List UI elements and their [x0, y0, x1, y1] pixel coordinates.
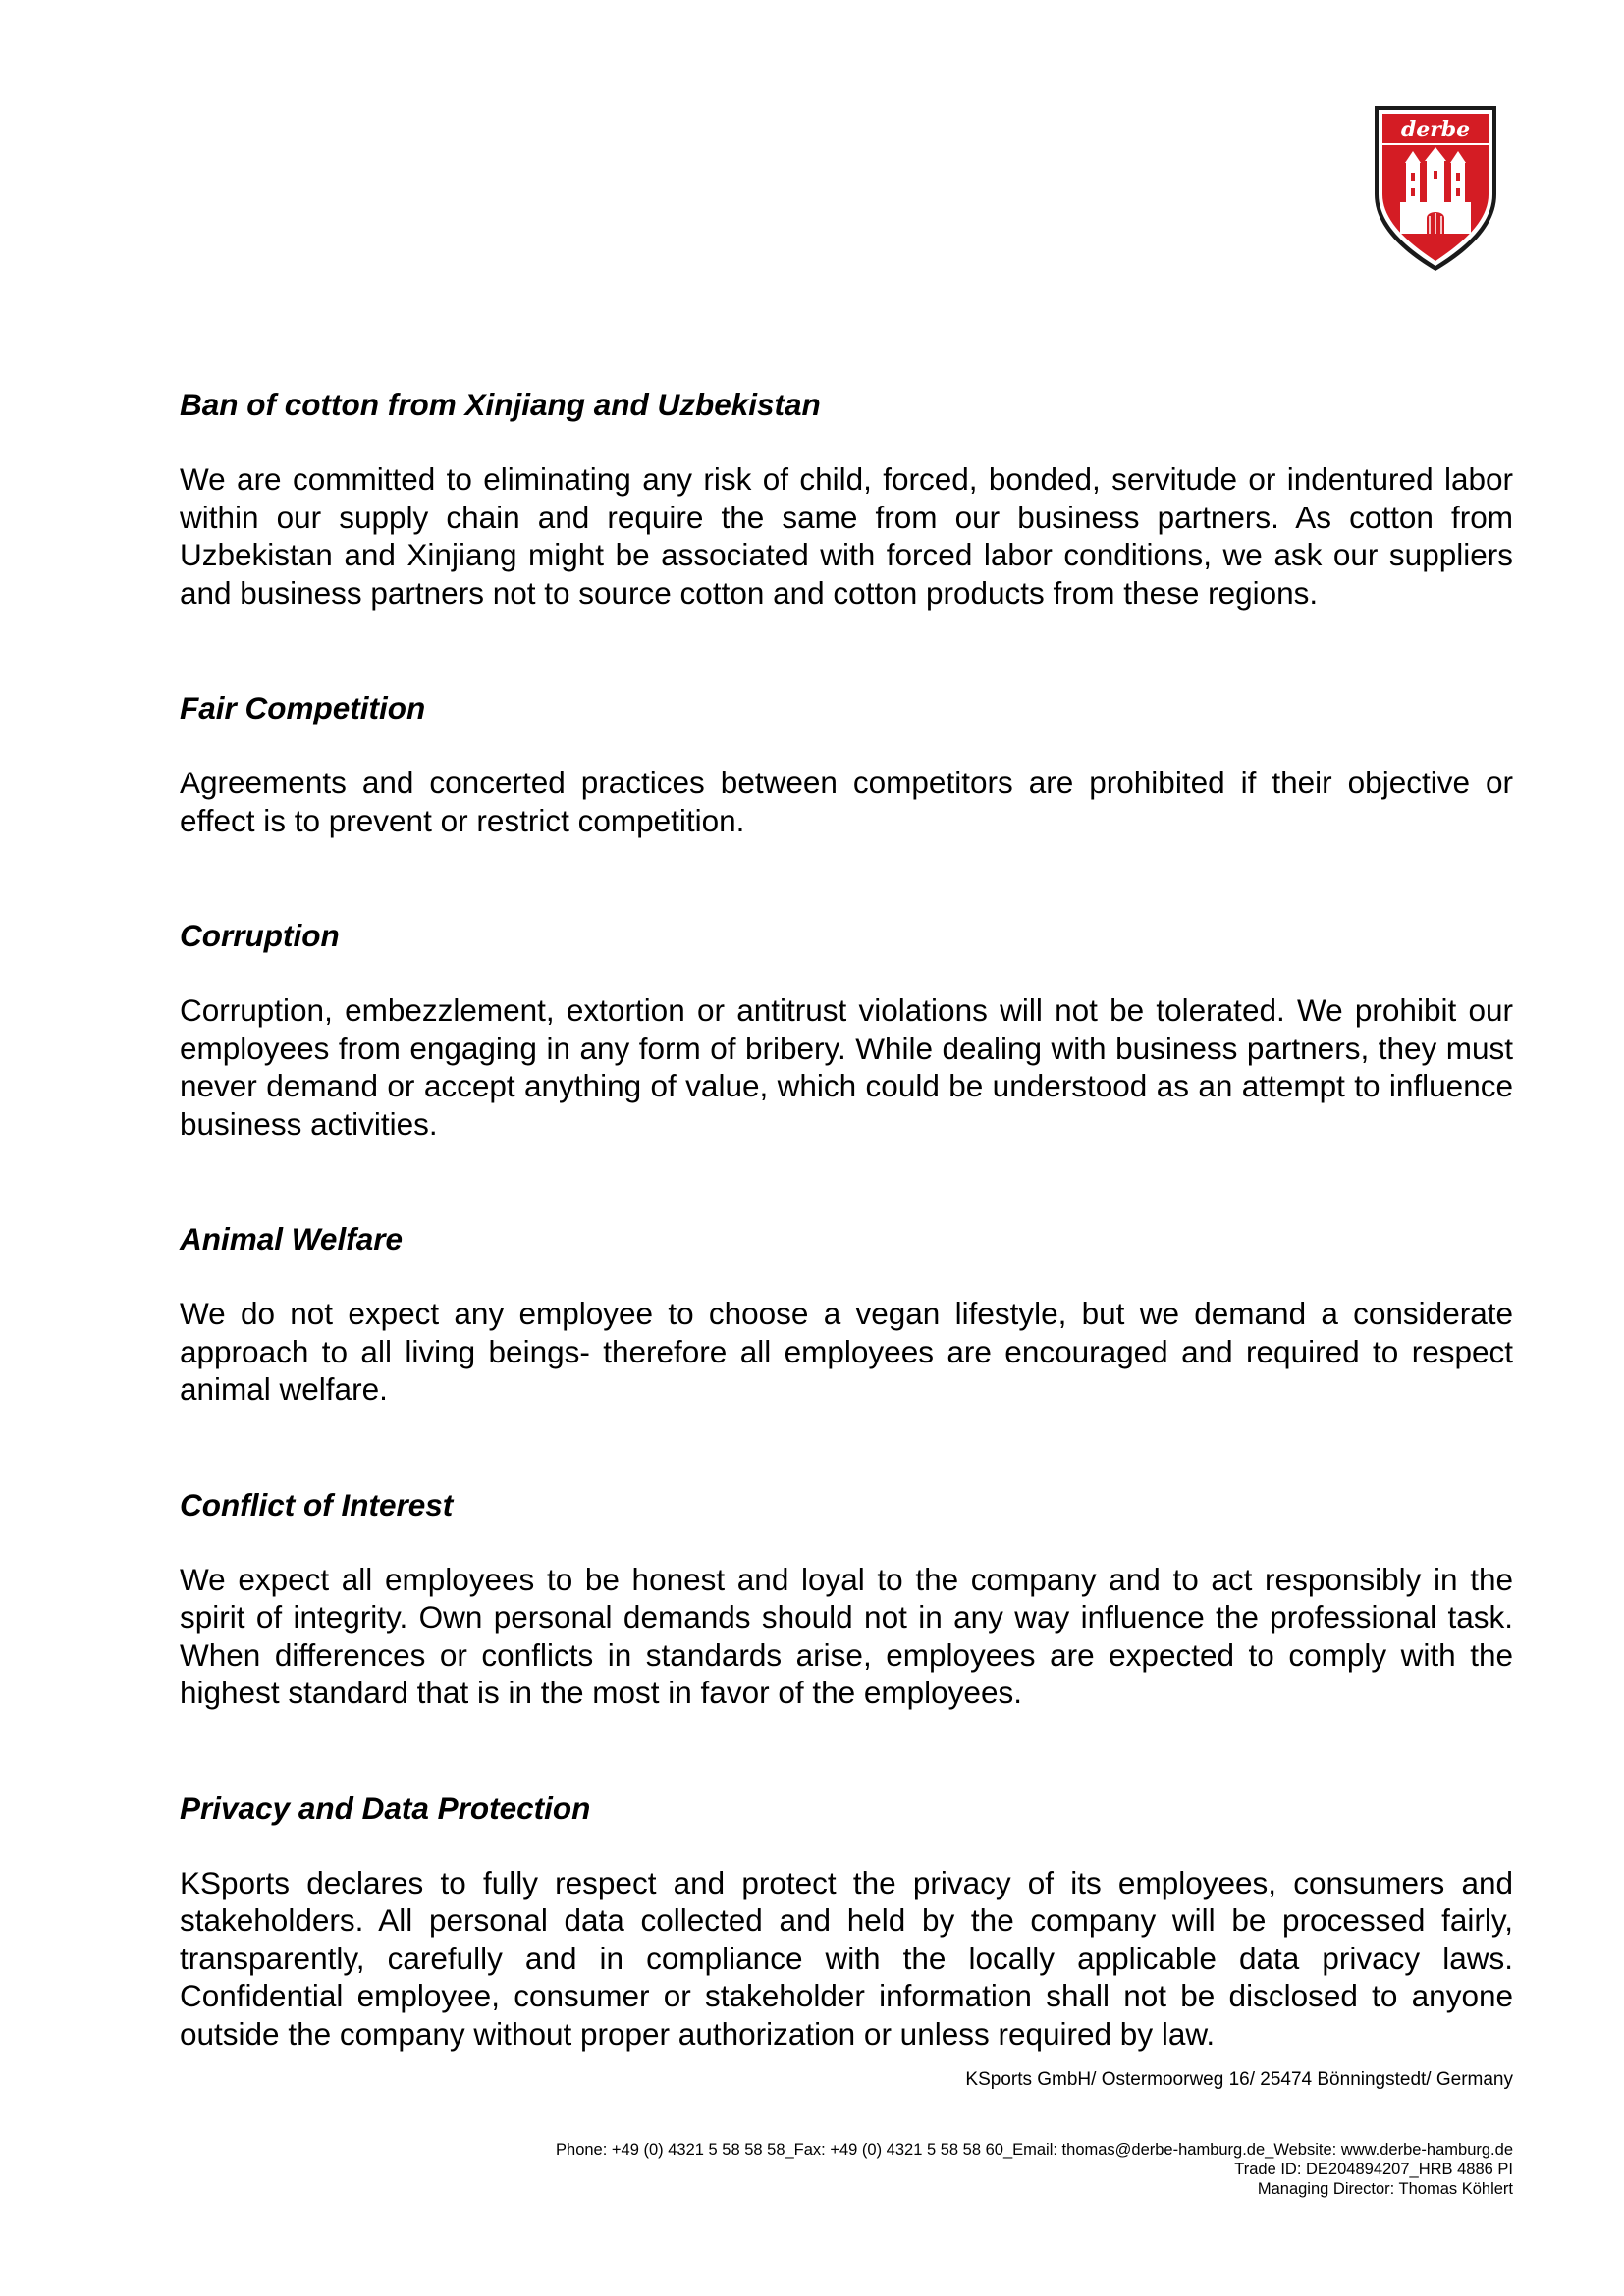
section-heading: Corruption [180, 918, 340, 953]
section-conflict-of-interest [180, 1486, 1513, 1712]
footer-details [556, 2140, 1513, 2199]
section-heading: Fair Competition [180, 690, 426, 725]
footer-contact: Phone: +49 (0) 4321 5 58 58 58_Fax: +49 (0) 4321 5 58 58 60_Email: thomas@derbe-hamburg.de_Website: www.derbe-hamburg.de [556, 2141, 1513, 2159]
footer-trade-id: Trade ID: DE204894207_HRB 4886 PI [1234, 2161, 1513, 2178]
section-paragraph: We expect all employees to be honest and loyal to the company and to act responsibly in the spirit of integrity. Own personal demands should not in any way influence the professional task. When differences or conflicts in standards arise, employees are expected to comply with the highest standard that is in the most in favor of the employees. [180, 1561, 1513, 1710]
section-ban-cotton [180, 386, 1513, 612]
document-body [180, 386, 1513, 2053]
section-animal-welfare [180, 1220, 1513, 1409]
section-paragraph: Corruption, embezzlement, extortion or antitrust violations will not be tolerated. We prohibit our employees from engaging in any form of bribery. While dealing with business partners, they must never demand or accept anything of value, which could be understood as an attempt to influence business activities. [180, 992, 1513, 1142]
section-heading: Animal Welfare [180, 1221, 403, 1256]
section-paragraph: Agreements and concerted practices between competitors are prohibited if their objective or effect is to prevent or restrict competition. [180, 765, 1513, 838]
section-privacy-data-protection [180, 1789, 1513, 2054]
section-fair-competition [180, 689, 1513, 839]
footer-address: KSports GmbH/ Ostermoorweg 16/ 25474 Bönningstedt/ Germany [965, 2069, 1513, 2090]
logo-wordmark: derbe [1400, 117, 1471, 142]
section-corruption [180, 917, 1513, 1143]
section-heading: Conflict of Interest [180, 1486, 454, 1522]
section-paragraph: We do not expect any employee to choose a vegan lifestyle, but we demand a considerate approach to all living beings- therefore all employees are encouraged and required to respect animal welfare. [180, 1296, 1513, 1407]
hamburg-castle-shield-icon [1371, 104, 1500, 273]
section-paragraph: KSports declares to fully respect and protect the privacy of its employees, consumers and stakeholders. All personal data collected and held by the company will be processed fairly, transparently, carefully and in compliance with the locally applicable data privacy laws. Confidential employee, consumer or stakeholder information shall not be disclosed to anyone outside the company without proper authorization or unless required by law. [180, 1864, 1513, 2052]
section-heading: Ban of cotton from Xinjiang and Uzbekistan [180, 387, 821, 422]
section-paragraph: We are committed to eliminating any risk of child, forced, bonded, servitude or indentured labor within our supply chain and require the same from our business partners. As cotton from Uzbekistan and Xinjiang might be associated with forced labor conditions, we ask our suppliers and business partners not to source cotton and cotton products from these regions. [180, 461, 1513, 611]
derbe-logo [1371, 104, 1500, 273]
section-heading: Privacy and Data Protection [180, 1789, 591, 1826]
footer-managing-director: Managing Director: Thomas Köhlert [1257, 2180, 1513, 2198]
